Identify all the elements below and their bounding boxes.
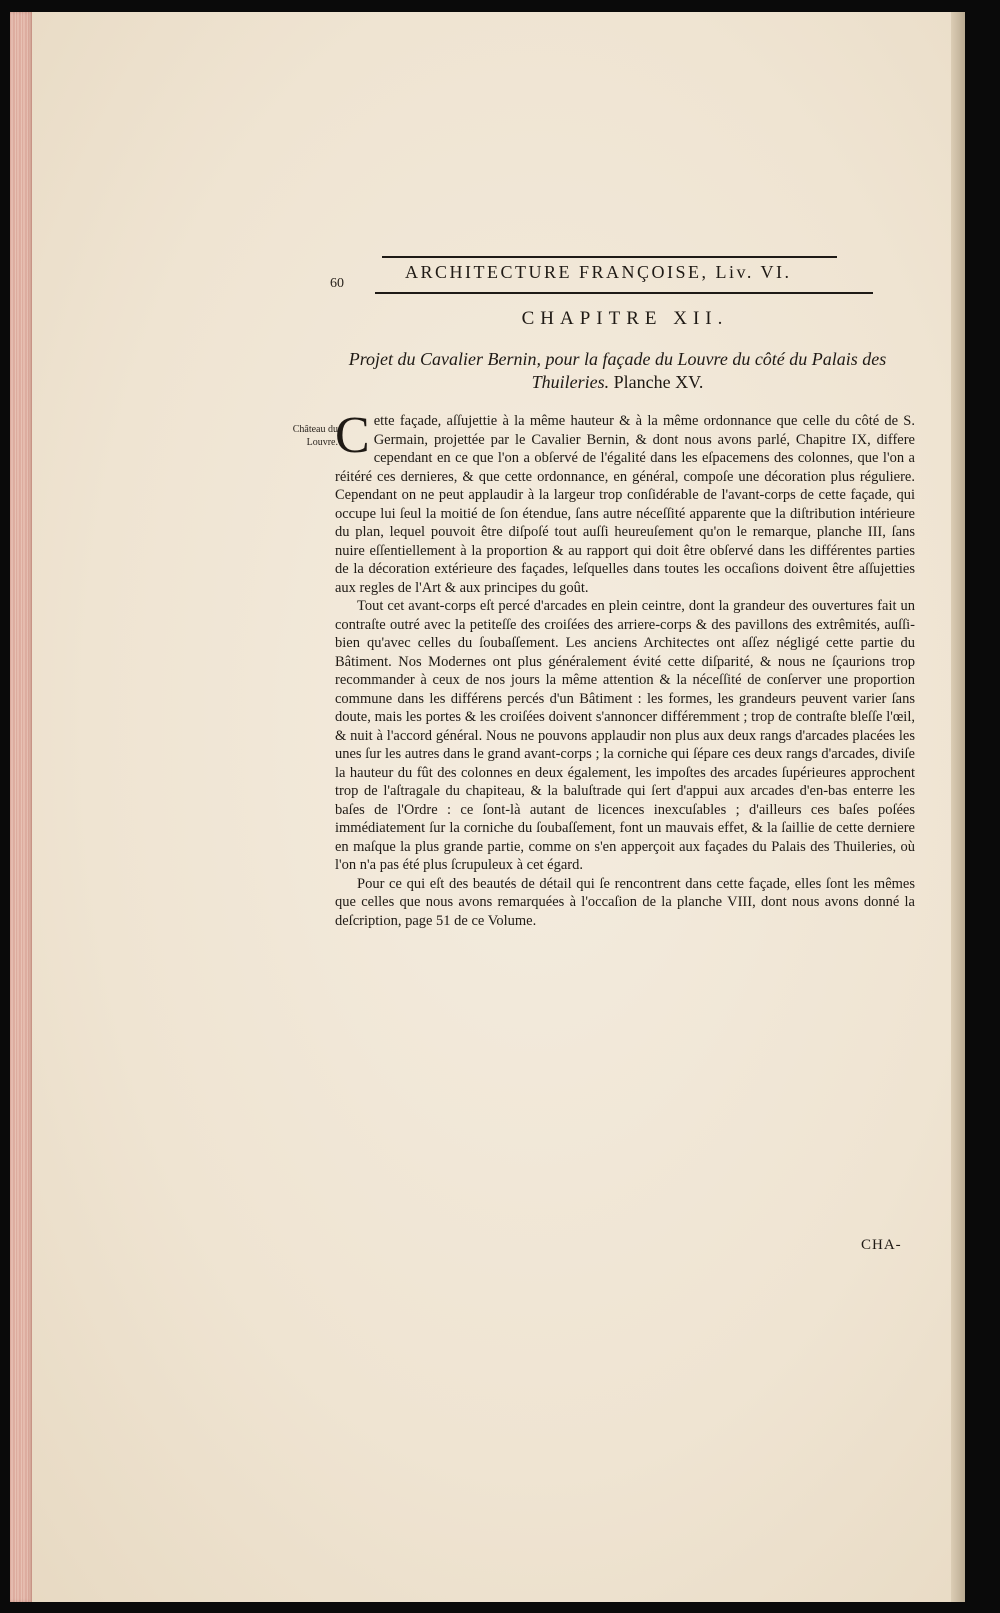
running-head: ARCHITECTURE FRANÇOISE, Liv. VI. (405, 262, 792, 282)
subtitle-italic: Projet du Cavalier Bernin, pour la façade du Louvre du côté du Palais des Thuileries. (348, 349, 887, 392)
paragraph-text: Tout cet avant-corps eſt percé d'arcades en plein ceintre, dont la grandeur des ouvertures fait un contraſte outré avec la petiteſſe des croiſées des arriere-corps & des pavillons des extrêmités, auſſi-bien qu'avec celles du ſoubaſſement. Les anciens Architectes ont aſſez négligé cette partie du Bâtiment. Nos Modernes ont plus généralement évité cette diſparité, & nous ne ſçaurions trop recommander à ceux de nos jours la même attention & la néceſſité de conſerver une proportion commune dans les différens percés d'un Bâtiment : les formes, les grandeurs peuvent varier ſans doute, mais les portes & les croiſées doivent s'annoncer différemment ; trop de contraſte bleſſe l'œil, & nuit à l'accord général. Nous ne pouvons applaudir non plus aux deux rangs d'arcades placées les unes ſur les autres dans le grand avant-corps ; la corniche qui ſépare ces deux rangs d'arcades, diviſe la hauteur du fût des colonnes en deux également, les impoſtes des arcades ſupérieures approchent trop de l'aſtragale du chapiteau, & la baluſtrade qui ſert d'appui aux arcades d'en-bas enterre les baſes de l'Ordre : ce ſont-là autant de licences inexcuſables ; d'ailleurs ces baſes poſées immédiatement ſur la corniche du ſoubaſſement, font un mauvais effet, & la ſaillie de cette derniere en maſque la plus grande partie, comme on s'en apperçoit aux façades du Palais des Thuileries, où l'on n'a pas été plus ſcrupuleux à cet égard. (335, 598, 915, 873)
subtitle-plate: Planche XV. (613, 372, 704, 392)
paragraph (335, 407, 915, 597)
chapter-subtitle (330, 348, 905, 394)
page-number: 60 (330, 276, 344, 291)
page-edge-right (951, 12, 965, 1602)
paragraph (335, 875, 915, 931)
header-rule-top (382, 256, 837, 258)
body-text (335, 407, 915, 930)
paragraph (335, 597, 915, 875)
paragraph-text: Pour ce qui eſt des beautés de détail qui ſe rencontrent dans cette façade, elles ſont les mêmes que celles que nous avons remarquées à l'occaſion de la planche VIII, dont nous avons donné la deſcription, page 51 de ce Volume. (335, 875, 915, 929)
paragraph-text: ette façade, aſſujettie à la même hauteur & à la même ordonnance que celle du côté de S. Germain, projettée par le Cavalier Bernin, & dont nous avons parlé, Chapitre IX, differe cependant en ce que l'on a obſervé de l'égalité dans les eſpacemens des colonnes, que l'on a réitéré ces dernieres, & que cette ordonnance, en général, compoſe une décoration plus réguliere. Cependant on ne peut applaudir à la largeur trop conſidérable de l'avant-corps de cette façade, qui occupe lui ſeul la moitié de ſon étendue, ſans autre néceſſité apparente que la diſtribution intérieure du plan, lequel pouvoit être diſpoſé tout auſſi heureuſement qu'on le remarque, planche III, ſans nuire eſſentiellement à la proportion & au rapport qui doit être obſervé dans les différentes parties de la décoration extérieure des façades, leſquelles dans toutes les occaſions doivent être aſſujetties aux regles de l'Art & aux principes du goût. (335, 413, 915, 596)
chapter-title: CHAPITRE XII. (521, 308, 729, 329)
margin-note: Château du Louvre. (292, 424, 338, 448)
header-rule-bottom (375, 292, 873, 294)
catchword: CHA- (861, 1237, 902, 1253)
dropcap: C (335, 407, 370, 464)
page-edge-left (10, 12, 32, 1602)
